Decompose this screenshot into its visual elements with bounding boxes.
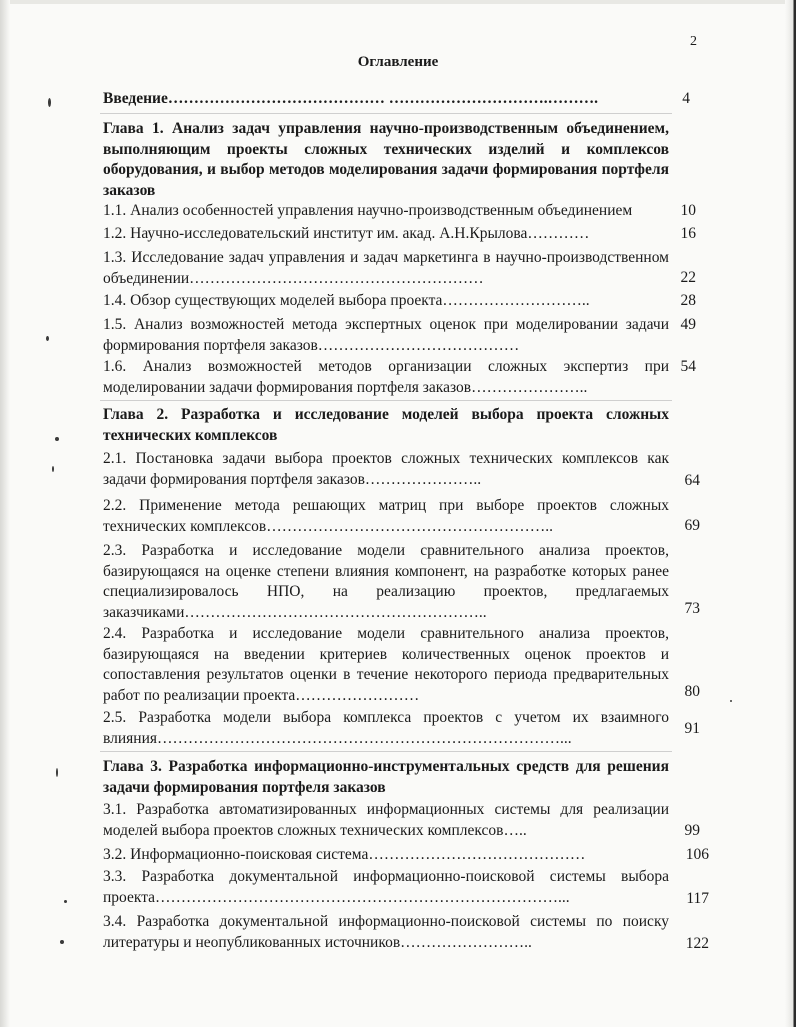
toc-entry-1-5: 1.5. Анализ возможностей метода экспертных оценок при моделировании задачи формирования портфеля заказов………………………………… xyxy=(103,316,669,354)
scan-speck xyxy=(52,466,54,472)
toc-entry-2-4: 2.4. Разработка и исследование модели сравнительного анализа проектов, базирующаяся на введении критериев количественных оценок проектов и сопоставления результатов оценки в течение некоторого периода предварительных работ по реализации проекта…………………… xyxy=(103,625,669,704)
toc-page-2-5: 91 xyxy=(684,720,700,737)
toc-entry-3-3: 3.3. Разработка документальной информационно-поисковой системы выбора проекта……………………………………………………………………... xyxy=(103,868,669,906)
toc-entry-3-2: 3.2. Информационно-поисковая система…………………………………… xyxy=(103,846,586,863)
toc-entry-3-4: 3.4. Разработка документальной информационно-поисковой системы по поиску литературы и неопубликованных источников…………………….. xyxy=(103,913,669,951)
scan-speck xyxy=(730,700,732,702)
toc-page-introduction: 4 xyxy=(682,90,690,107)
divider xyxy=(100,751,672,752)
toc-entry-2-5: 2.5. Разработка модели выбора комплекса проектов с учетом их взаимного влияния……………………………………………………………………... xyxy=(103,709,669,747)
toc-page-1-1: 10 xyxy=(680,202,696,219)
toc-page-1-6: 54 xyxy=(680,358,696,375)
toc-page-2-1: 64 xyxy=(684,472,700,489)
scan-top-edge xyxy=(0,0,796,4)
scan-left-edge xyxy=(0,0,10,1027)
toc-page-1-5: 49 xyxy=(680,316,696,333)
toc-entry-2-2: 2.2. Применение метода решающих матриц при выборе проектов сложных технических комплексов……………………………………………….. xyxy=(103,497,669,535)
scan-speck xyxy=(55,437,59,441)
toc-page-1-3: 22 xyxy=(680,269,696,286)
toc-page-2-4: 80 xyxy=(684,683,700,700)
toc-entry-1-6: 1.6. Анализ возможностей методов организации сложных экспертиз при моделировании задачи формирования портфеля заказов………………….. xyxy=(103,358,669,396)
toc-entry-1-2: 1.2. Научно-исследовательский институт им. акад. А.Н.Крылова………… xyxy=(103,225,590,242)
toc-page-1-4: 28 xyxy=(680,292,696,309)
toc-page-2-2: 69 xyxy=(684,517,700,534)
page-title: Оглавление xyxy=(357,54,439,70)
toc-page-3-4: 122 xyxy=(685,935,709,952)
toc-entry-1-4: 1.4. Обзор существующих моделей выбора проекта……………………….. xyxy=(103,292,590,309)
scan-right-edge xyxy=(785,0,796,1027)
scan-speck xyxy=(56,768,58,777)
toc-page-1-2: 16 xyxy=(680,225,696,242)
toc-page-3-2: 106 xyxy=(685,846,709,863)
scan-speck xyxy=(48,98,51,107)
toc-entry-2-3: 2.3. Разработка и исследование модели сравнительного анализа проектов, базирующаяся на оценке степени влияния компонент, на разработке которых ранее специализировалось НПО, на реализацию проектов, предлагаемых заказчиками………………………………………………….. xyxy=(103,542,669,621)
toc-chapter-2: Глава 2. Разработка и исследование моделей выбора проекта сложных технических комплексов xyxy=(103,406,669,444)
toc-entry-2-1: 2.1. Постановка задачи выбора проектов сложных технических комплексов как задачи формирования портфеля заказов………………….. xyxy=(103,450,669,488)
toc-entry-3-1: 3.1. Разработка автоматизированных информационных системы для реализации моделей выбора проектов сложных технических комплексов….. xyxy=(103,801,669,839)
page-number: 2 xyxy=(690,34,697,49)
toc-page-3-3: 117 xyxy=(686,890,709,907)
toc-entry-introduction: Введение…………………………………… ………………………….………. xyxy=(103,90,598,107)
toc-page-2-3: 73 xyxy=(684,600,700,617)
scan-speck xyxy=(46,336,49,341)
toc-chapter-1: Глава 1. Анализ задач управления научно-производственным объединением, выполняющим проекты сложных технических изделий и комплексов оборудования, и выбор методов моделирования задачи формирования портфеля заказов xyxy=(103,120,669,199)
scan-speck xyxy=(64,900,67,903)
scan-speck xyxy=(60,940,64,944)
toc-entry-1-1: 1.1. Анализ особенностей управления научно-производственным объединением xyxy=(103,202,633,219)
divider xyxy=(100,400,672,401)
toc-chapter-3: Глава 3. Разработка информационно-инструментальных средств для решения задачи формирования портфеля заказов xyxy=(103,758,669,796)
toc-page-3-1: 99 xyxy=(684,822,700,839)
divider xyxy=(100,113,672,114)
toc-entry-1-3: 1.3. Исследование задач управления и задач маркетинга в научно-производственном объединении………………………………………………… xyxy=(103,249,669,287)
